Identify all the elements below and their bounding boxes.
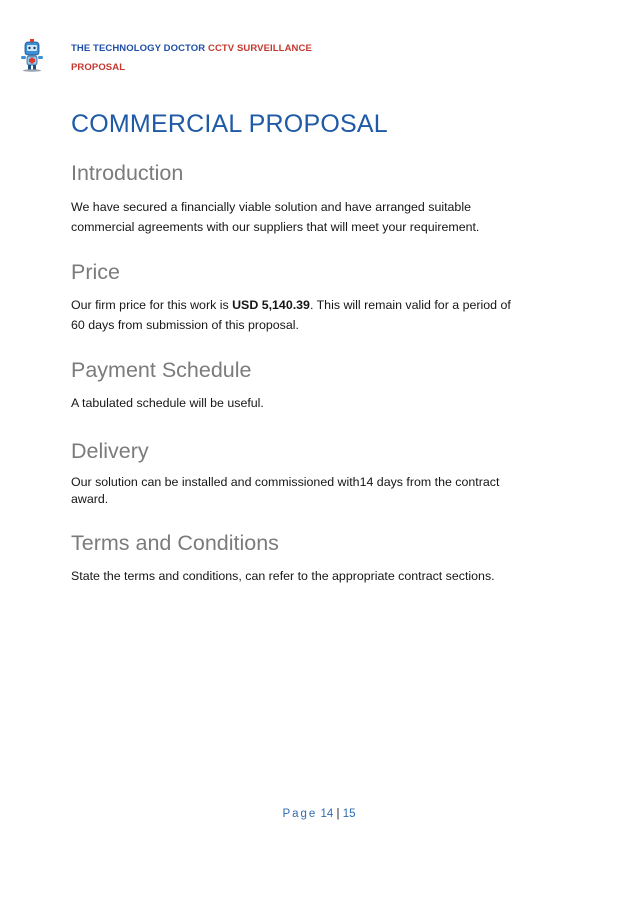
price-line-2: 60 days from submission of this proposal. <box>71 317 299 332</box>
introduction-line-2: commercial agreements with our suppliers that will meet your requirement. <box>71 219 480 234</box>
introduction-line-1: We have secured a financially viable solution and have arranged suitable <box>71 200 471 214</box>
terms-heading: Terms and Conditions <box>71 530 279 555</box>
terms-line: State the terms and conditions, can refer to the appropriate contract sections. <box>71 568 495 583</box>
price-paragraph <box>71 296 551 335</box>
price-amount: USD 5,140.39 <box>232 298 310 312</box>
header-title <box>71 39 312 77</box>
header-line-1 <box>71 39 312 58</box>
page-footer <box>0 808 638 820</box>
page-content <box>71 106 551 586</box>
delivery-heading: Delivery <box>71 438 149 463</box>
delivery-line-2: award. <box>71 491 109 506</box>
header-company-name: THE TECHNOLOGY DOCTOR <box>71 43 206 54</box>
introduction-heading: Introduction <box>71 161 184 185</box>
page-total: 15 <box>342 808 356 820</box>
price-line-1 <box>71 296 551 316</box>
payment-schedule-line: A tabulated schedule will be useful. <box>71 396 264 410</box>
page-number: 14 <box>320 808 334 820</box>
page-separator: | <box>336 808 340 820</box>
header-subject: CCTV SURVEILLANCE <box>207 43 312 54</box>
page-header <box>18 36 618 76</box>
payment-schedule-paragraph <box>71 394 551 414</box>
terms-paragraph <box>71 567 551 587</box>
delivery-line-1: Our solution can be installed and commissioned with14 days from the contract <box>71 474 500 489</box>
page-title: COMMERCIAL PROPOSAL <box>71 110 388 138</box>
payment-schedule-heading: Payment Schedule <box>71 358 252 382</box>
price-heading: Price <box>71 260 120 284</box>
header-line-2: PROPOSAL <box>71 62 126 73</box>
price-text-before: Our firm price for this work is <box>71 298 233 312</box>
introduction-paragraph <box>71 198 551 237</box>
robot-doctor-mascot-icon <box>18 38 46 72</box>
price-text-after: . This will remain valid for a period of <box>309 298 511 312</box>
delivery-paragraph <box>71 474 551 508</box>
page-label: Page <box>282 808 318 820</box>
